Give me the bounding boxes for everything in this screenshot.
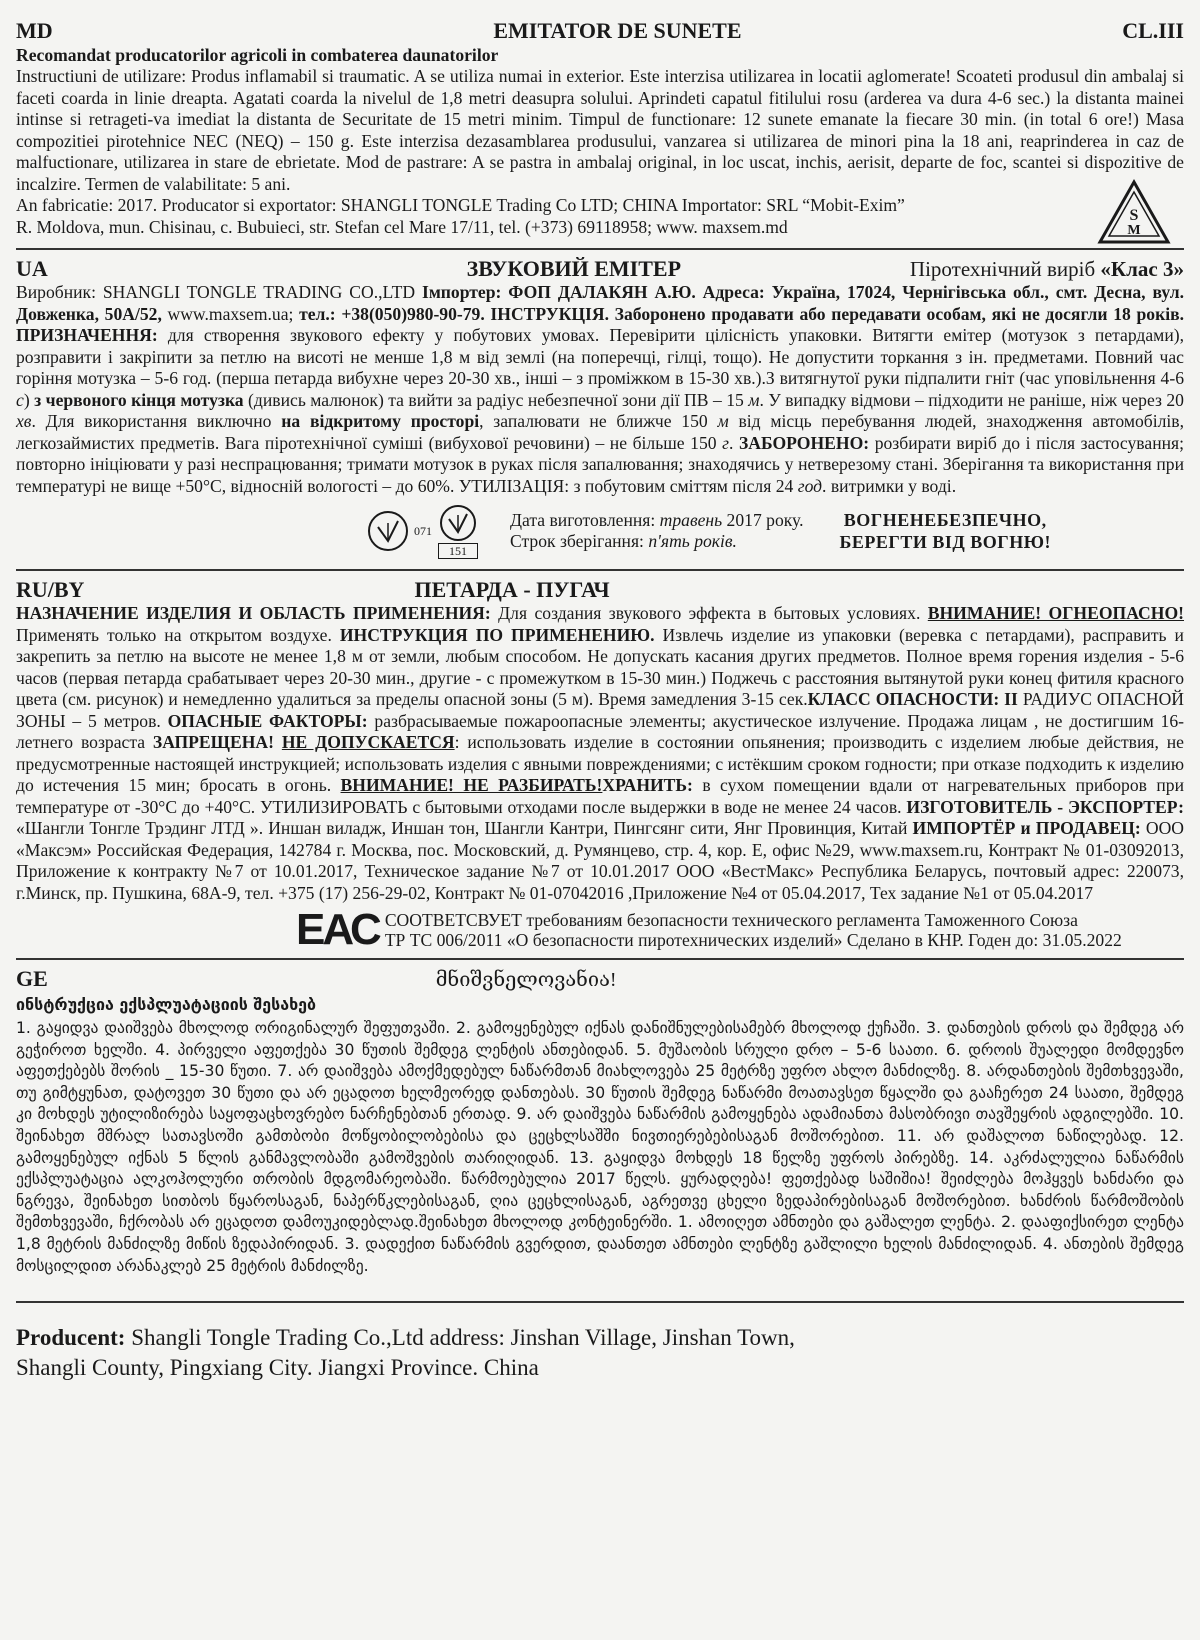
ua-date-suffix: 2017 року. [722, 510, 804, 530]
text-run: разбрасываемые пожароопасные элементы; акустическое излучение. Продажа лицам , не достигшим 16-летнего возраста [16, 710, 1184, 752]
text-run: ) [23, 389, 35, 410]
producent-line1 [16, 1323, 1184, 1353]
text-run: Імпортер: ФОП ДАЛАКЯН А.Ю. Адреса: Україна, 17024, Чернігівська обл., смт. Десна, вул. Довженка, 50А/52, [16, 282, 1184, 324]
text-run: ВНИМАНИЕ! ОГНЕОПАСНО! [927, 603, 1184, 623]
ge-title: მნიშვნელოვანია! [435, 969, 617, 991]
text-run: в сухом помещении вдали от нагревательных приборов при температуре от -30°C до +40°C. УТИЛИЗИРОВАТЬ с бытовыми отходами после выдержки в воде не менее 24 часов. [16, 775, 1184, 817]
text-run: НЕ ДОПУСКАЕТСЯ [281, 732, 455, 752]
ua-warn-line2: БЕРЕГТИ ВІД ВОГНЮ! [839, 532, 1051, 552]
ru-title: ПЕТАРДА - ПУГАЧ [414, 577, 610, 602]
ru-section [16, 577, 1185, 954]
ge-section [16, 966, 1184, 1277]
ua-warn-line1: ВОГНЕНЕБЕЗПЕЧНО, [843, 510, 1047, 530]
text-run: www.maxsem.ua; [161, 303, 300, 324]
eac-line1: СООТВЕТСВУЕТ требованиям безопасности технического регламента Таможенного Союза [384, 910, 1078, 930]
ru-body [16, 603, 1184, 904]
cert-number-1: 071 [414, 523, 432, 538]
text-run: з червоного кінця мотузка [34, 389, 244, 410]
eac-line2: ТР ТС 006/2011 «О безопасности пиротехнических изделий» Сделано в КНР. Годен до: 31.05.2022 [384, 930, 1122, 950]
text-run: : использовать изделие в состоянии опьянения; производить с изделием любые действия, не предусмотренные настоящей инструкцией; использовать изделия с явными повреждениями; с истёкшим сроком годности; при отказе подходить к изделию до истечения 15 мин; бросать в огонь. [16, 732, 1184, 795]
text-run: Виробник: SHANGLI TONGLE TRADING CO.,LTD [16, 282, 422, 302]
svg-text:S: S [1129, 207, 1139, 224]
text-run: (дивись малюнок) та вийти за радіус небезпечної зони дії ПВ – 15 [243, 389, 749, 410]
producent-address-1: Shangli Tongle Trading Co.,Ltd address: Jinshan Village, Jinshan Town, [125, 1325, 795, 1351]
text-run: НАЗНАЧЕНИЕ ИЗДЕЛИЯ И ОБЛАСТЬ ПРИМЕНЕНИЯ: [16, 603, 491, 623]
ru-header [16, 577, 1184, 603]
text-run: тел.: +38(050)980-90-79. ІНСТРУКЦІЯ. Заборонено продавати або передавати особам, які не досягли 18 років. ПРИЗНАЧЕННЯ: [16, 303, 1184, 345]
text-run: . витримки у воді. [822, 475, 957, 496]
ua-cert-icons [366, 503, 480, 559]
eac-certification [296, 905, 1184, 954]
ua-section [16, 256, 1184, 559]
text-run [274, 732, 282, 752]
text-run: ИЗГОТОВИТЕЛЬ - ЭКСПОРТЕР: [906, 796, 1185, 817]
ua-shelf-life [510, 531, 803, 552]
divider-ge-producent [16, 1301, 1184, 1303]
ge-code: GE [16, 966, 48, 991]
text-run: Для создания звукового эффекта в бытовых условиях. [490, 603, 928, 623]
text-run: ООО «Максэм» Российская Федерация, 142784 г. Москва, пос. Московский, д. Румянцево, стр. 4, кор. Е, офис №29, www.maxsem.ru, Контракт № 01-03092013, Приложение к контракту №7 от 10.01.2017, Техническое задание №7 от 10.01.2017 ООО «ВестМакс» Республика Беларусь, почтовый адрес: 220073, г.Минск, пр. Пушкина, 68А-9, тел. +375 (17) 256-29-02, Контракт № 01-07042016 ,Приложение №4 от 05.04.2017, Тех задание №1 от 05.04.2017 [16, 818, 1185, 903]
text-run: від місць перебування людей, знаходження автомобілів, легкозаймистих предметів. Вага піротехнічної суміші (вибухової речовини) – не більше 150 [16, 411, 1184, 453]
cert-icon-group-2 [436, 503, 480, 559]
md-code: MD [16, 18, 53, 43]
ua-code: UA [16, 256, 48, 281]
text-run: ЗАБОРОНЕНО: [738, 432, 870, 453]
text-run: ЗАПРЕЩЕНА! [152, 732, 274, 752]
text-run: ИНСТРУКЦИЯ ПО ПРИМЕНЕНИЮ. [339, 624, 655, 645]
ua-title: ЗВУКОВИЙ ЕМІТЕР [466, 256, 682, 281]
text-run: . У випадку відмови – підходити не раніше, ніж через 20 [759, 389, 1184, 410]
cert-check-icon-1 [366, 509, 410, 553]
text-run: Применять только на открытом воздухе. [16, 624, 340, 645]
ua-term-label: Строк зберігання: [510, 531, 649, 551]
md-address-line: R. Moldova, mun. Chisinau, c. Bubuieci, str. Stefan cel Mare 17/11, tel. (+373) 69118958; www. maxsem.md [16, 216, 788, 237]
text-run: ОПАСНЫЕ ФАКТОРЫ: [167, 710, 368, 731]
text-run: хв [16, 411, 32, 431]
text-run: на відкритому просторі [281, 411, 480, 431]
cert-check-icon-2 [436, 503, 480, 543]
ua-footer-row [16, 503, 1184, 559]
ua-body [16, 282, 1184, 497]
text-run: ИМПОРТЁР и ПРОДАВЕЦ: [912, 818, 1141, 838]
text-run: для створення звукового ефекту у побутових умовах. Перевірити цілісність упаковки. Витягти емітер (мотузок з петардами), розправити і закріпити за петлю на висоті не менше 1,8 м від землі (на поперечці, гілці, тощо). Не допустити торкання з ін. предметами. Повний час горіння мотузка – 5-6 год. (перша петарда вибухне через 20-30 хв., інші – з проміжком в 15-30 хв.).З витягнутої руки підпалити гніт (час уповільнення 4-6 [16, 325, 1184, 388]
ua-manufacture-date [510, 510, 803, 531]
text-run: . [729, 432, 739, 453]
ua-header [16, 256, 1184, 282]
divider-ua-ru [16, 569, 1184, 571]
text-run: год [797, 475, 823, 496]
ua-date-label: Дата виготовлення: [510, 510, 660, 530]
ge-subtitle: ინსტრუქცია ექსპლუატაციის შესახებ [16, 995, 317, 1014]
producent-label: Producent: [16, 1325, 126, 1351]
divider-ru-ge [16, 958, 1184, 960]
cert-number-2: 151 [438, 543, 478, 559]
ua-class-prefix: Піротехнічний виріб [909, 257, 1101, 281]
svg-text:M: M [1127, 223, 1141, 238]
divider-md-ua [16, 248, 1184, 250]
ua-class-label [910, 257, 1184, 282]
text-run: Извлечь изделие из упаковки (веревка с петардами), расправить и закрепить за петлю на высоте не менее 1,8 м от земли, любым способом. Не допускать касания других предметов. Полное время горения изделия - 5-6 часов (первая петарда срабатывает через 20-30 мин., другие - с промежутком в 15-30 мин.) Поджечь с расстояния вытянутой руки конец фитиля красного цвета (см. рисунок) и немедленно удалиться за пределы опасной зоны (5 м). Время замедления 3-15 сек. [16, 624, 1184, 709]
text-run: м [717, 411, 729, 431]
text-run: «Шангли Тонгле Трэдинг ЛТД ». Иншан виладж, Иншан тон, Шангли Кантри, Пингсянг сити, Янг Провинция, Китай [16, 818, 913, 838]
ua-class-value: «Клас 3» [1100, 257, 1184, 281]
eac-logo: ЕАС [296, 905, 379, 954]
md-class: CL.III [1122, 18, 1184, 43]
ua-date-value: травень [659, 510, 723, 530]
md-title: EMITATOR DE SUNETE [493, 18, 742, 43]
ru-code: RU/BY [16, 577, 85, 602]
producent-section [16, 1323, 1184, 1383]
md-body: Instructiuni de utilizare: Produs inflamabil si traumatic. A se utiliza numai in exterior. Este interzisa utilizarea in locatii aglomerate! Scoateti produsul din ambalaj si faceti coarda in linie dreapta. Agatati coarda la nivelul de 1,8 metri deasupra solului. Aprindeti capatul fitilului rosu (arderea va dura 4-6 sec.) la distanta mainei intinse si retrageti-va imediat la distanta de Securitate de 15 metri minim. Timpul de functionare: 12 sunete emanate la fiecare 30 min. (in total 6 ore!) Masa compozitiei pirotehnice NEC (NEQ) – 150 g. Este interzisa dezasamblarea produsului, vanzarea si utilizarea de minori pina la 18 ani, reaprinderea in caz de malfuctionare, utilizarea in stare de ebrietate. Mod de pastrare: A se pastra in ambalaj original, in loc uscat, inchis, aerisit, departe de foc, scantei si dispozitive de incalzire. Termen de valabilitate: 5 ani. [16, 66, 1184, 194]
ge-body: 1. გაყიდვა დაიშვება მხოლოდ ორიგინალურ შეფუთვაში. 2. გამოყენებულ იქნას დანიშნულებისამებრ მხოლოდ ქუჩაში. 3. დანთების დროს და შემდეგ არ გეჭიროთ ხელში. 4. პირველი აფეთქება 30 წუთის შემდეგ ლენტის ანთებიდან. 5. მუშაობის სრული დრო – 5-6 საათი. 6. დროის შუალედი მომდევნო აფეთქებებს შორის _ 15-30 წუთი. 7. არ დაიშვება ამოქმედებულ ნაწარმთან მიახლოვება 25 მეტრზე უფრო ახლო მანძილზე. 8. არდანთების შემთხვევაში, თუ გიმტყუნათ, დატოვეთ 30 წუთი და არ ეცადოთ ხელმეორედ დანთებას. 30 წუთის შემდეგ ნაწარმი მოათავსეთ წყალში და გააჩერეთ 24 საათი, შემდეგ კი მოხდეს უტილიზირება საყოფაცხოვრებო ნარჩენებთან ერთად. 9. არ დაიშვება ნაწარმის გამოყენება ადამიანთა მასობრივი თავშეყრის ადგილებში. 10. შეინახეთ მშრალ სათავსოში გამთბობი მოწყობილობებისა და ცეცხლსაშში ნივთიერებებისაგან მოშორებით. 11. არ დაშალოთ ნაწილებად. 12. გამოყენებულ იქნას 5 წლის განმავლობაში გამოშვების თარიღიდან. 13. გაყიდვა მოხდეს 18 წელზე უფროს პირებზე. 14. აკრძალულია ნაწარმის ექსპლუატაცია ალკოჰოლური თრობის მდგომარეობაში. წარმოებულია 2017 წელს. ყურადღება! ფეთქებად საშიშია! შეიძლება მოჰყვეს ხანძარი და ნგრევა, შეინახეთ სითბოს წყაროსაგან, ნაპერწკლებისაგან, ღია ცეცხლისაგან, აგრეთვე ცხელი ზედაპირებისაგან მოშორებით. ხანძრის წარმოშობის შემთხვევაში, ჩქრობას არ ეცადოთ დამოუკიდებლად.შეინახეთ მხოლოდ კონტეინერში. 1. ამოიღეთ ამნთები და გაშალეთ ლენტა. 2. დააფიქსირეთ ლენტა 1,8 მეტრის მანძილზე მიწის ზედაპირიდან. 3. დადექით ნაწარმის გვერდით, დაანთეთ ამნთები ლენტზე გაშლილი ხელის მანძილიდან. 4. ანთების შემდეგ მოსცილდით არანაკლებ 25 მეტრის მანძილზე. [16, 1019, 1184, 1275]
md-section [16, 18, 1184, 238]
text-run: розбирати виріб до і після застосування; повторно ініціювати у разі неспрацювання; тримати мотузок в руках після запалювання; знаходячись у нетверезому стані. Зберігання та використання при температурі не вище +50°С, відносній вологості – до 60%. УТИЛІЗАЦІЯ: з побутовим сміттям після 24 [16, 432, 1185, 496]
text-run: КЛАСС ОПАСНОСТИ: II [807, 689, 1018, 709]
md-subtitle: Recomandat producatorilor agricoli in combaterea daunatorilor [16, 45, 499, 65]
text-run: с [16, 389, 24, 410]
text-run: РАДИУС ОПАСНОЙ ЗОНЫ – 5 метров. [16, 689, 1185, 731]
text-run: г [722, 432, 729, 453]
md-production-line: An fabricatie: 2017. Producator si exportator: SHANGLI TONGLE Trading Co LTD; CHINA Importator: SRL “Mobit-Exim” [16, 195, 905, 215]
ua-term-value: п'ять років. [648, 531, 737, 551]
ua-fire-warning [839, 509, 1050, 553]
sm-seal-logo [1096, 178, 1172, 253]
text-run: ХРАНИТЬ: [602, 775, 693, 795]
md-header [16, 18, 1184, 44]
text-run: ВНИМАНИЕ! НЕ РАЗБИРАТЬ! [340, 775, 603, 795]
ua-dates [510, 510, 803, 552]
text-run: . Для використання виключно [31, 411, 282, 431]
producent-address-2: Shangli County, Pingxiang City. Jiangxi Province. China [16, 1355, 539, 1381]
text-run: , запалювати не ближче 150 [479, 411, 718, 431]
eac-text [385, 910, 1122, 950]
text-run: м [748, 389, 760, 410]
ge-header [16, 966, 1184, 992]
